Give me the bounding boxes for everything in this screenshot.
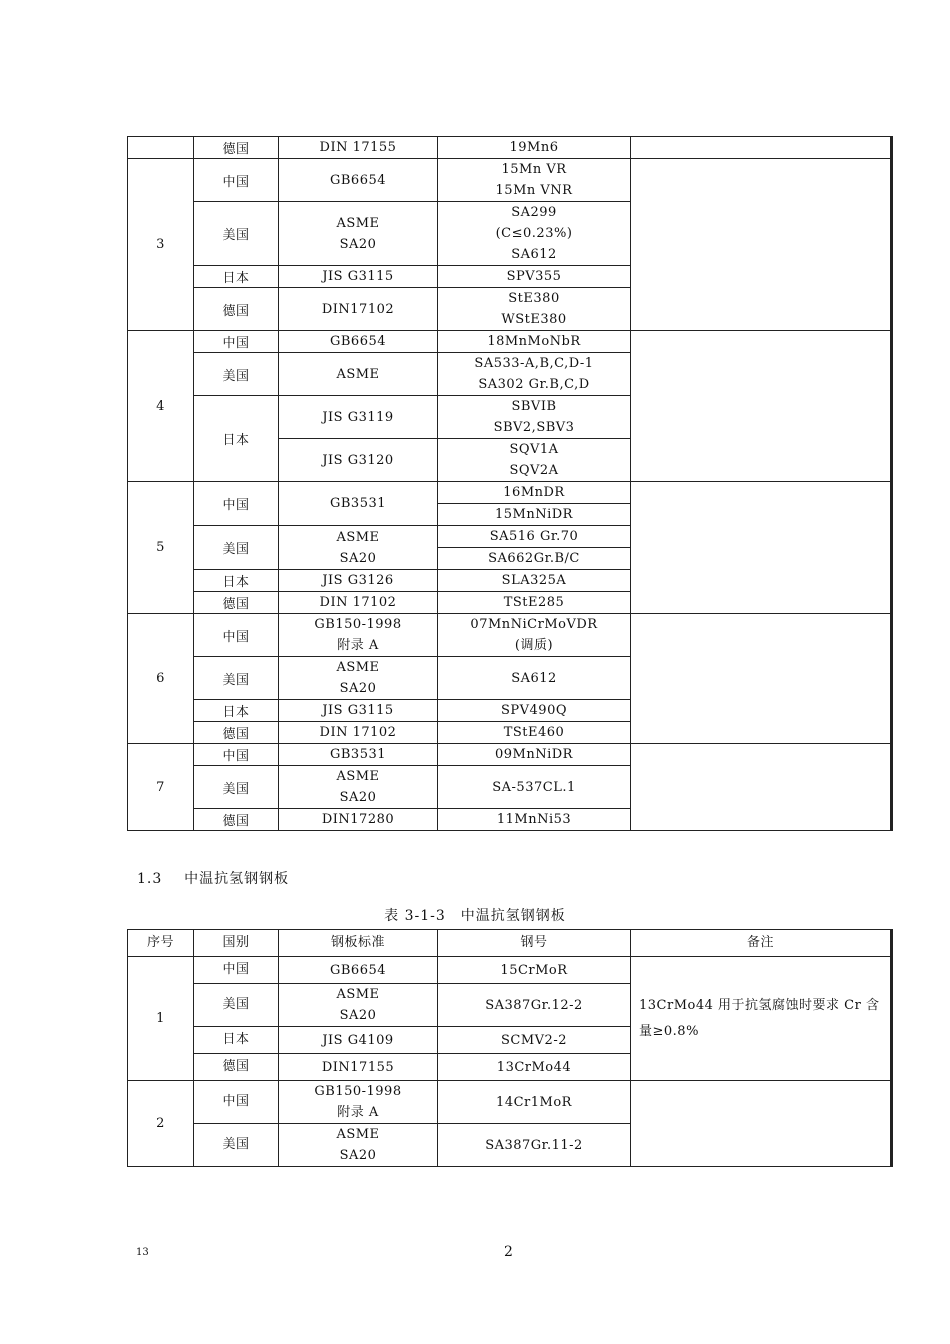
cell-grade-line: 11MnNi53 (496, 812, 572, 827)
cell-country: 中国 (194, 331, 279, 353)
cell-standard (279, 657, 438, 700)
cell-standard-line: 附录 A (337, 638, 379, 653)
cell-country: 中国 (194, 957, 279, 984)
cell-standard-line: ASME (336, 366, 380, 382)
cell-standard (279, 1124, 438, 1167)
cell-country: 中国 (194, 159, 279, 202)
cell-standard (279, 700, 438, 722)
cell-note (631, 1081, 892, 1167)
cell-grade-line: SA516 Gr.70 (489, 529, 579, 544)
cell-standard-line: GB3531 (329, 747, 387, 762)
cell-standard (279, 1081, 438, 1124)
cell-grade-line: SA612 (511, 247, 557, 262)
table-row (128, 1081, 892, 1124)
cell-grade-line: SPV355 (506, 269, 562, 284)
cell-grade-line: SQV2A (509, 463, 559, 478)
cell-standard-line: JIS G4109 (322, 1032, 394, 1048)
cell-standard (279, 592, 438, 614)
cell-standard (279, 614, 438, 657)
cell-grade-line: SA387Gr.12-2 (485, 997, 583, 1013)
cell-standard-line: GB3531 (329, 496, 387, 511)
cell-grade-line: 09MnNiDR (495, 747, 573, 762)
cell-grade-line: 19Mn6 (509, 140, 559, 155)
cell-standard (279, 331, 438, 353)
cell-grade-line: SQV1A (509, 442, 559, 457)
cell-standard-line: JIS G3115 (322, 703, 394, 718)
cell-standard (279, 1054, 438, 1081)
cell-standard-line: ASME (336, 987, 380, 1002)
cell-standard-line: DIN 17102 (319, 725, 397, 740)
cell-grade (438, 592, 631, 614)
cell-grade (438, 159, 631, 202)
table-row (128, 744, 892, 766)
cell-standard-line: SA20 (339, 550, 377, 566)
cell-grade (438, 614, 631, 657)
cell-grade (438, 396, 631, 439)
cell-note (631, 482, 892, 614)
section-number: 1.3 (137, 871, 163, 887)
cell-grade-line: 18MnMoNbR (487, 334, 581, 349)
cell-standard (279, 526, 438, 570)
table-row (128, 957, 892, 984)
cell-grade-line: 07MnNiCrMoVDR (470, 617, 598, 632)
cell-grade-line: SA662Gr.B/C (438, 547, 630, 569)
cell-grade (438, 439, 631, 482)
cell-country: 德国 (194, 722, 279, 744)
cell-grade-line: (C≤0.23%) (495, 226, 573, 241)
section-title: 中温抗氢钢钢板 (184, 871, 290, 887)
cell-country: 中国 (194, 482, 279, 526)
cell-country: 德国 (194, 592, 279, 614)
cell-standard (279, 809, 438, 831)
section-heading (137, 868, 289, 888)
cell-grade-line: StE380 (508, 291, 560, 306)
header-country: 国别 (194, 930, 279, 957)
table-row (128, 137, 892, 159)
table-caption: 表 3-1-3 中温抗氢钢钢板 (384, 908, 566, 924)
header-standard: 钢板标准 (279, 930, 438, 957)
table-row (128, 482, 892, 526)
cell-note (631, 614, 892, 744)
cell-country: 美国 (194, 766, 279, 809)
cell-country: 美国 (194, 202, 279, 266)
cell-note (631, 331, 892, 482)
cell-standard (279, 288, 438, 331)
table-header-row (128, 930, 892, 957)
cell-standard (279, 984, 438, 1027)
cell-standard-line: DIN17102 (321, 301, 395, 317)
cell-standard-line: GB150-1998 (314, 617, 402, 632)
cell-grade (438, 137, 631, 159)
table-row (128, 614, 892, 657)
cell-grade-line: SBVIB (511, 399, 557, 414)
cell-grade-line: SA533-A,B,C,D-1 (474, 356, 594, 371)
cell-seq: 4 (128, 331, 194, 482)
cell-seq: 5 (128, 482, 194, 614)
cell-standard (279, 482, 438, 526)
cell-country: 美国 (194, 657, 279, 700)
cell-standard-line: GB150-1998 (314, 1084, 402, 1099)
cell-grade-line: 13CrMo44 (496, 1059, 572, 1075)
footer-left-number: 13 (136, 1247, 149, 1258)
cell-grade (438, 657, 631, 700)
cell-note (631, 137, 892, 159)
table-row (128, 159, 892, 202)
cell-note (631, 744, 892, 831)
page-number: 2 (504, 1244, 513, 1260)
cell-country: 德国 (194, 288, 279, 331)
header-grade: 钢号 (438, 930, 631, 957)
cell-grade (438, 1027, 631, 1054)
header-note: 备注 (631, 930, 892, 957)
cell-grade-line: 15Mn VR (501, 162, 567, 177)
cell-standard-line: GB6654 (329, 334, 387, 349)
cell-standard (279, 396, 438, 439)
cell-country: 中国 (194, 1081, 279, 1124)
cell-grade-line: SBV2,SBV3 (493, 420, 575, 435)
cell-country: 美国 (194, 984, 279, 1027)
cell-standard-line: DIN 17102 (319, 595, 397, 610)
cell-grade (438, 482, 631, 526)
cell-country: 日本 (194, 1027, 279, 1054)
cell-standard (279, 439, 438, 482)
cell-grade-line: 14Cr1MoR (496, 1094, 572, 1110)
cell-grade (438, 1124, 631, 1167)
cell-country: 日本 (194, 396, 279, 482)
cell-grade (438, 957, 631, 984)
cell-note: 13CrMo44 用于抗氢腐蚀时要求 Cr 含量≥0.8% (631, 957, 892, 1081)
cell-seq: 6 (128, 614, 194, 744)
cell-country: 美国 (194, 353, 279, 396)
table-row (128, 331, 892, 353)
cell-standard-line: ASME (336, 660, 380, 675)
cell-standard-line: ASME (336, 529, 380, 545)
cell-grade (438, 766, 631, 809)
cell-seq (128, 137, 194, 159)
cell-grade (438, 984, 631, 1027)
cell-country: 德国 (194, 809, 279, 831)
cell-grade (438, 722, 631, 744)
cell-standard (279, 570, 438, 592)
cell-grade-line: SA387Gr.11-2 (485, 1137, 583, 1153)
cell-grade-line: SA302 Gr.B,C,D (478, 377, 590, 392)
cell-standard-line: 附录 A (337, 1105, 379, 1120)
cell-standard (279, 1027, 438, 1054)
cell-standard-line: JIS G3115 (322, 269, 394, 284)
cell-standard-line: GB6654 (329, 172, 387, 188)
cell-standard-line: JIS G3119 (322, 409, 394, 425)
cell-grade-line: TStE460 (503, 725, 565, 740)
cell-standard (279, 202, 438, 266)
cell-grade (438, 353, 631, 396)
cell-country: 日本 (194, 570, 279, 592)
steel-table-continued (127, 136, 893, 831)
cell-grade-line: SLA325A (501, 573, 567, 588)
cell-standard-line: GB6654 (329, 962, 387, 978)
cell-standard-line: JIS G3126 (322, 573, 394, 588)
cell-country: 德国 (194, 137, 279, 159)
header-seq: 序号 (128, 930, 194, 957)
cell-standard-line: SA20 (339, 790, 377, 805)
cell-grade (438, 570, 631, 592)
cell-grade (438, 331, 631, 353)
cell-standard (279, 266, 438, 288)
cell-grade (438, 266, 631, 288)
cell-grade-line: SPV490Q (500, 703, 567, 718)
cell-grade-line: 15Mn VNR (495, 183, 573, 198)
cell-note (631, 159, 892, 331)
cell-standard-line: SA20 (339, 1008, 377, 1023)
cell-seq: 2 (128, 1081, 194, 1167)
cell-country: 美国 (194, 526, 279, 570)
cell-grade-line: SA-537CL.1 (492, 779, 576, 795)
cell-standard-line: ASME (336, 215, 380, 231)
cell-standard-line: ASME (336, 1127, 380, 1142)
cell-grade (438, 288, 631, 331)
cell-grade-line: TStE285 (503, 595, 565, 610)
cell-grade (438, 202, 631, 266)
cell-grade (438, 1054, 631, 1081)
cell-country: 中国 (194, 614, 279, 657)
cell-grade (438, 700, 631, 722)
cell-grade-line: (调质) (514, 638, 554, 653)
cell-seq: 1 (128, 957, 194, 1081)
cell-country: 日本 (194, 700, 279, 722)
cell-standard (279, 353, 438, 396)
cell-grade (438, 744, 631, 766)
cell-seq: 3 (128, 159, 194, 331)
cell-grade (438, 526, 631, 570)
cell-standard-line: DIN 17155 (319, 140, 397, 155)
cell-grade-line: SA612 (511, 670, 557, 686)
cell-standard (279, 137, 438, 159)
cell-grade-line: SA299 (511, 205, 557, 220)
cell-country: 中国 (194, 744, 279, 766)
cell-grade-line: SCMV2-2 (501, 1032, 567, 1048)
cell-grade (438, 1081, 631, 1124)
cell-grade (438, 809, 631, 831)
cell-grade-line: 16MnDR (503, 485, 565, 500)
cell-standard (279, 766, 438, 809)
cell-standard-line: SA20 (339, 681, 377, 696)
cell-standard (279, 722, 438, 744)
hydrogen-resistant-steel-table (127, 929, 893, 1167)
cell-grade-line: WStE380 (501, 312, 567, 327)
cell-standard-line: DIN17155 (321, 1059, 395, 1075)
cell-grade-line: 15MnNiDR (438, 503, 630, 525)
cell-country: 德国 (194, 1054, 279, 1081)
cell-grade-line: 15CrMoR (500, 962, 568, 978)
cell-standard (279, 159, 438, 202)
cell-standard (279, 957, 438, 984)
cell-seq: 7 (128, 744, 194, 831)
cell-standard-line: ASME (336, 769, 380, 784)
cell-standard-line: SA20 (339, 236, 377, 252)
cell-standard-line: DIN17280 (321, 812, 395, 827)
cell-country: 美国 (194, 1124, 279, 1167)
cell-country: 日本 (194, 266, 279, 288)
cell-standard-line: JIS G3120 (322, 452, 394, 468)
cell-standard (279, 744, 438, 766)
cell-standard-line: SA20 (339, 1148, 377, 1163)
